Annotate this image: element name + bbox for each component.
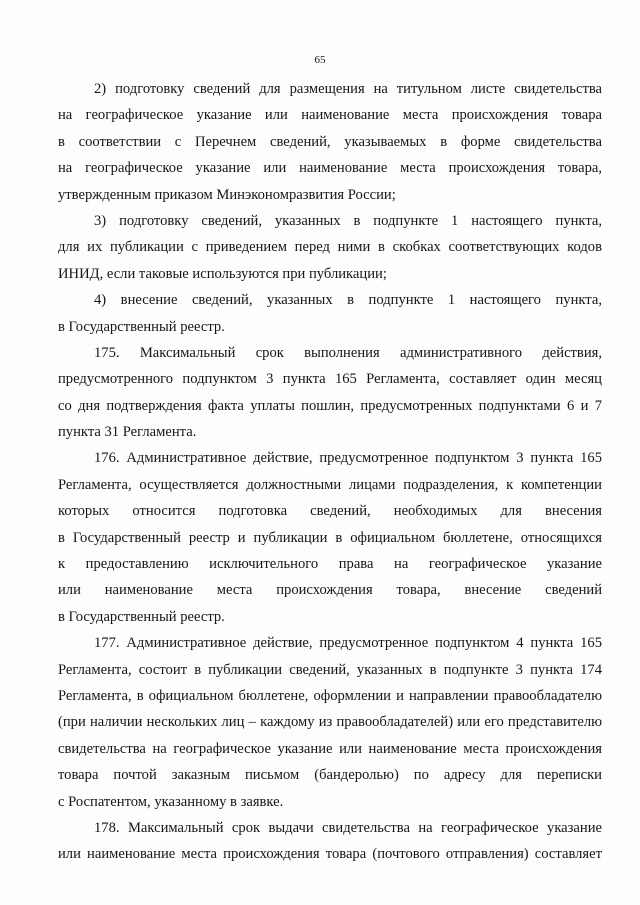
paragraph-line: 175. Максимальный срок выполнения административного действия, xyxy=(94,344,602,361)
paragraph-line: товара почтой заказным письмом (бандеролью) по адресу для переписки xyxy=(58,767,602,784)
paragraph-line: предусмотренного подпунктом 3 пункта 165 Регламента, составляет один месяц xyxy=(58,371,602,388)
paragraph-line: или наименование места происхождения товара, внесение сведений xyxy=(58,582,602,599)
paragraph xyxy=(58,630,602,815)
paragraph-line: в Государственный реестр и публикации в официальном бюллетене, относящихся xyxy=(58,529,602,546)
paragraph-line: 2) подготовку сведений для размещения на титульном листе свидетельства xyxy=(94,81,602,97)
paragraph-line: или наименование места происхождения товара (почтового отправления) составляет xyxy=(58,846,602,863)
paragraph-line: свидетельства на географическое указание или наименование места происхождения xyxy=(58,740,602,757)
paragraph-line: со дня подтверждения факта уплаты пошлин, предусмотренных подпунктами 6 и 7 xyxy=(58,397,602,414)
paragraph-line: для их публикации с приведением перед ними в скобках соответствующих кодов xyxy=(58,239,602,256)
paragraph-line: Регламента, в официальном бюллетене, оформлении и направлении правообладателю xyxy=(58,687,602,704)
paragraph-line: в Государственный реестр. xyxy=(58,608,225,625)
paragraph xyxy=(58,815,602,868)
paragraph-line: в соответствии с Перечнем сведений, указываемых в форме свидетельства xyxy=(58,133,602,150)
paragraph-line: 176. Административное действие, предусмотренное подпунктом 3 пункта 165 xyxy=(94,450,602,467)
paragraph xyxy=(58,340,602,446)
paragraph-line: пункта 31 Регламента. xyxy=(58,424,197,441)
paragraph-line: 177. Административное действие, предусмотренное подпунктом 4 пункта 165 xyxy=(94,635,602,652)
paragraph xyxy=(58,208,602,287)
paragraph-line: с Роспатентом, указанному в заявке. xyxy=(58,793,284,810)
paragraph-line: утвержденным приказом Минэкономразвития России; xyxy=(58,186,396,203)
paragraph xyxy=(58,76,602,208)
paragraph-line: 178. Максимальный срок выдачи свидетельства на географическое указание xyxy=(94,819,602,836)
paragraph-line: 3) подготовку сведений, указанных в подпункте 1 настоящего пункта, xyxy=(94,212,602,229)
paragraph-line: (при наличии нескольких лиц – каждому из правообладателей) или его представителю xyxy=(58,714,602,731)
document-body xyxy=(58,76,602,868)
paragraph-line: в Государственный реестр. xyxy=(58,318,225,335)
paragraph-line: на географическое указание или наименование места происхождения товара, xyxy=(58,160,602,177)
paragraph xyxy=(58,445,602,630)
paragraph-line: которых относится подготовка сведений, необходимых для внесения xyxy=(58,503,602,520)
page-number: 65 xyxy=(314,54,326,66)
paragraph-line: ИНИД, если таковые используются при публикации; xyxy=(58,265,387,282)
paragraph xyxy=(58,287,602,340)
paragraph-line: 4) внесение сведений, указанных в подпункте 1 настоящего пункта, xyxy=(94,292,602,309)
paragraph-line: Регламента, состоит в публикации сведений, указанных в подпункте 3 пункта 174 xyxy=(58,661,602,678)
paragraph-line: на географическое указание или наименование места происхождения товара xyxy=(58,107,602,124)
paragraph-line: Регламента, осуществляется должностными лицами подразделения, к компетенции xyxy=(58,476,602,493)
paragraph-line: к предоставлению исключительного права на географическое указание xyxy=(58,556,602,573)
